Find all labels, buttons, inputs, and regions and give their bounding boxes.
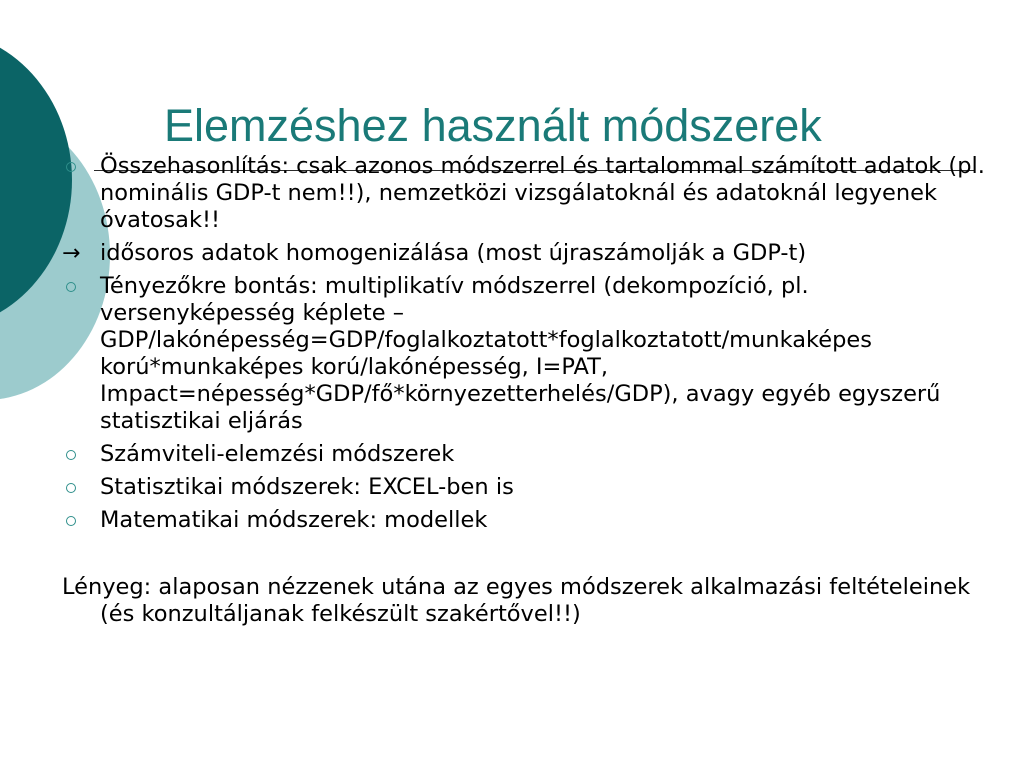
slide-content <box>62 153 992 651</box>
circle-bullet-icon <box>66 282 76 292</box>
circle-bullet-icon <box>66 483 76 493</box>
list-item-statistical <box>62 474 992 501</box>
circle-bullet-icon <box>66 516 76 526</box>
circle-bullet-icon <box>66 162 76 172</box>
list-item-comparison <box>62 153 992 234</box>
circle-bullet-icon <box>66 450 76 460</box>
list-item-text: Statisztikai módszerek: EXCEL-ben is <box>100 474 514 500</box>
list-item-time-series <box>62 240 992 267</box>
list-item-text: Számviteli-elemzési módszerek <box>100 441 455 467</box>
arrow-right-icon: → <box>62 241 81 266</box>
list-item-decomposition <box>62 273 992 435</box>
list-item-text: Összehasonlítás: csak azonos módszerrel és tartalommal számított adatok (pl. nominális GDP-t nem!!), nemzetközi vizsgálatoknál és adatoknál legyenek óvatosak!! <box>100 153 985 233</box>
list-item-text: idősoros adatok homogenizálása (most újraszámolják a GDP-t) <box>100 240 807 266</box>
list-item-accounting <box>62 441 992 468</box>
list-item-mathematical <box>62 507 992 534</box>
conclusion-text: Lényeg: alaposan nézzenek utána az egyes módszerek alkalmazási feltételeinek (és konzultáljanak felkészült szakértővel!!) <box>62 574 971 627</box>
slide-title: Elemzéshez használt módszerek <box>164 100 822 151</box>
list-item-text: Tényezőkre bontás: multiplikatív módszerrel (dekompozíció, pl. versenyképesség képlete – GDP/lakónépesség=GDP/foglalkoztatott*foglalkoztatott/munkaképes korú*munkaképes korú/lakónépesség, I=PAT, Impact=népesség*GDP/fő*környezetterhelés/GDP), avagy egyéb egyszerű statisztikai eljárás <box>100 273 941 434</box>
list-item-text: Matematikai módszerek: modellek <box>100 507 488 533</box>
